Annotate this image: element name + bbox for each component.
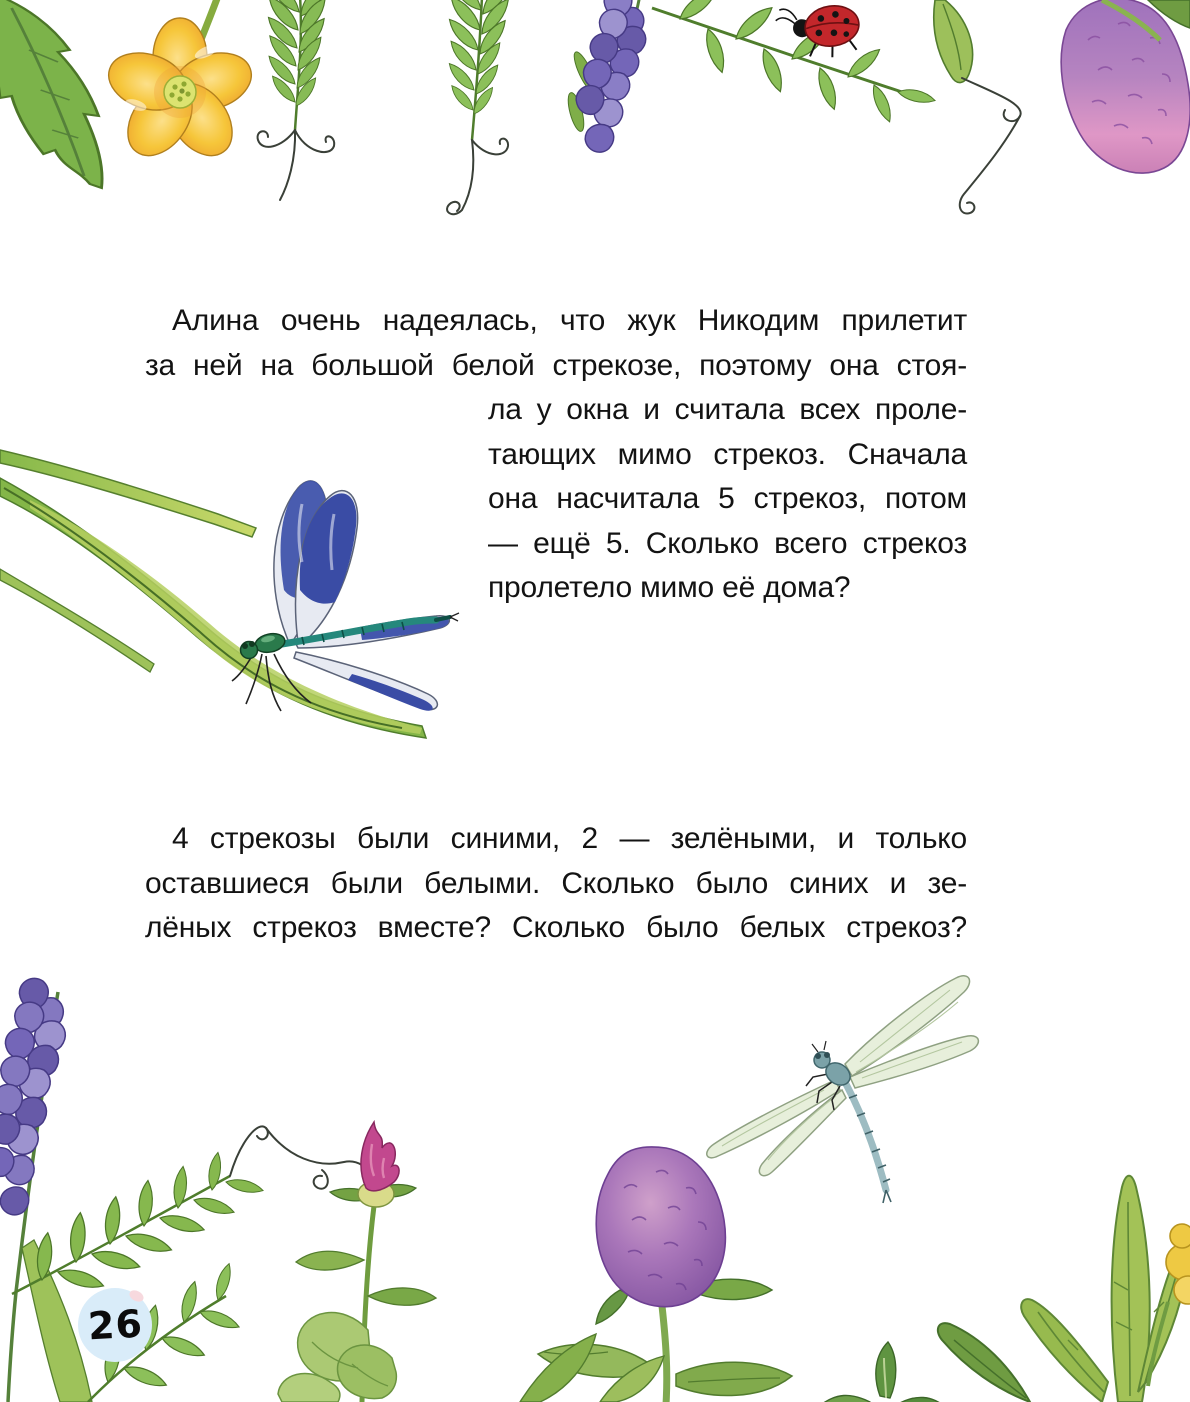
grass-blade-icon xyxy=(0,569,154,672)
curly-tendril-icon xyxy=(960,78,1021,213)
damselfly-eye-icon xyxy=(249,641,255,647)
page-number-badge xyxy=(78,1288,152,1362)
pale-dragonfly-icon xyxy=(707,976,979,1203)
top-botanical-border xyxy=(0,0,1190,235)
palmate-leaf-icon xyxy=(1021,1176,1190,1402)
text-line: лёных стрекоз вместе? Сколько было белых стрекоз? xyxy=(145,911,967,944)
vetch-flower-spike-icon xyxy=(0,974,92,1402)
curly-tendril-icon xyxy=(447,139,508,215)
dragonfly-abdomen-icon xyxy=(846,1084,886,1190)
curly-tendril-icon xyxy=(230,1126,374,1188)
damselfly-thorax-icon xyxy=(253,631,286,655)
lavender-vetch-flower-icon xyxy=(565,0,651,157)
yellow-flower-icon xyxy=(1148,1224,1190,1386)
dragonfly-eye-icon xyxy=(824,1052,830,1058)
clover-flower-icon xyxy=(1061,0,1190,173)
text-line: тающих мимо стрекоз. Сначала xyxy=(488,437,967,471)
problem-2-text xyxy=(145,817,967,951)
damselfly-eye-icon xyxy=(242,643,248,649)
green-leaf-icon xyxy=(934,0,973,83)
palmate-leaf-icon xyxy=(938,1323,1030,1402)
curly-tendril-icon xyxy=(258,130,335,200)
problem-1-text xyxy=(145,299,967,611)
dragonfly-antennae-icon xyxy=(812,1041,826,1052)
text-line: 4 стрекозы были синими, 2 — зелёными, и только xyxy=(172,822,967,855)
clover-leaf-icon xyxy=(822,1342,944,1402)
dragonfly-eye-icon xyxy=(815,1053,821,1059)
text-line: за ней на большой белой стрекозе, поэтому она стоя- xyxy=(145,348,967,382)
text-line: она насчитала 5 стрекоз, потом xyxy=(488,482,967,515)
fern-frond-icon xyxy=(446,0,516,140)
text-line: пролетело мимо её дома? xyxy=(488,571,851,604)
fern-frond-icon xyxy=(265,0,332,130)
text-line: ла у окна и считала всех проле- xyxy=(488,393,967,426)
bottom-botanical-border xyxy=(0,962,1190,1402)
text-line: Алина очень надеялась, что жук Никодим прилетит xyxy=(172,304,967,337)
text-line: — ещё 5. Сколько всего стрекоз xyxy=(488,526,967,560)
page-number: 26 xyxy=(86,1301,144,1349)
buttercup-flower-icon xyxy=(101,0,258,168)
text-line: оставшиеся были белыми. Сколько было синих и зе- xyxy=(145,866,967,900)
fern-frond-icon xyxy=(652,0,936,124)
jagged-leaf-icon xyxy=(0,0,102,188)
heart-leaves-icon xyxy=(278,1313,396,1402)
